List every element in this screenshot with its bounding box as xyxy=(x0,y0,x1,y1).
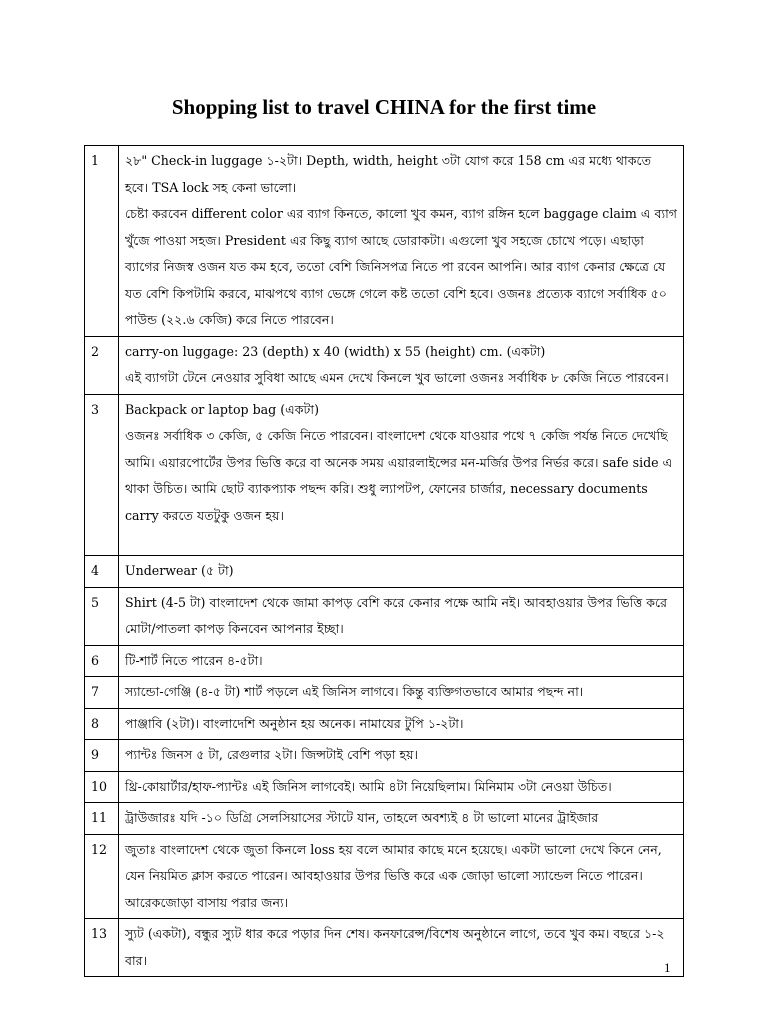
page-number: 1 xyxy=(664,960,671,975)
row-number: 1 xyxy=(85,146,119,337)
table-row xyxy=(85,740,684,772)
row-line: পাঞ্জাবি (২টা)। বাংলাদেশি অনুষ্ঠান হয় অনেক। নামাযের টুপি ১-২টা। xyxy=(125,715,464,731)
row-line: থ্রি-কোয়ার্টার/হাফ-প্যান্টঃ এই জিনিস লাগবেই। আমি ৪টা নিয়েছিলাম। মিনিমাম ৩টা নেওয়া উচিত। xyxy=(125,778,612,794)
row-text xyxy=(119,645,684,677)
row-text xyxy=(119,803,684,835)
row-text xyxy=(119,146,684,337)
row-line: জুতাঃ বাংলাদেশ থেকে জুতা কিনলে loss হয় বলে আমার কাছে মনে হয়েছে। একটা ভালো দেখে কিনে নেন, যেন নিয়মিত ক্লাস করতে পারেন। আবহাওয়ার উপর ভিত্তি করে এক জোড়া ভালো স্যান্ডেল নিতে পারেন। আরেকজোড়া বাসায় পরার জন্য। xyxy=(125,841,662,910)
row-text xyxy=(119,336,684,394)
table-row xyxy=(85,587,684,645)
table-row xyxy=(85,708,684,740)
row-line: ২৮" Check-in luggage ১-২টা। Depth, width, height ৩টা যোগ করে 158 cm এর মধ্যে থাকতে হবে। TSA lock সহ কেনা ভালো। xyxy=(125,153,652,195)
row-line: টি-শার্ট নিতে পারেন ৪-৫টা। xyxy=(125,652,263,668)
row-number: 8 xyxy=(85,708,119,740)
shopping-list-table xyxy=(84,145,684,977)
row-text xyxy=(119,587,684,645)
table-row xyxy=(85,834,684,919)
table-row xyxy=(85,677,684,709)
row-text xyxy=(119,771,684,803)
row-line: স্যান্ডো-গেঞ্জি (৪-৫ টা) শার্ট পড়লে এই জিনিস লাগবে। কিন্তু ব্যক্তিগতভাবে আমার পছন্দ না। xyxy=(125,684,584,699)
row-number: 9 xyxy=(85,740,119,772)
row-line: চেষ্টা করবেন different color এর ব্যাগ কিনতে, কালো খুব কমন, ব্যাগ রঙ্গিন হলে baggage claim এ ব্যাগ খুঁজে পাওয়া সহজ। President এর কিছু ব্যাগ আছে ডোরাকটা। এগুলো খুব সহজে চোখে পড়ে। এছাড়া ব্যাগের নিজস্ব ওজন যত কম হবে, ততো বেশি জিনিসপত্র নিতে পা রবেন আপনি। আর ব্যাগ কেনার ক্ষেত্রে যে যত বেশি কিপটামি করবে, মাঝপথে ব্যাগ ভেঙ্গে গেলে কষ্ট ততো বেশি হবে। ওজনঃ প্রত্যেক ব্যাগে সর্বাধিক ৫০ পাউন্ড (২২.৬ কেজি) করে নিতে পারবেন। xyxy=(125,206,678,327)
table-row xyxy=(85,919,684,977)
row-number: 6 xyxy=(85,645,119,677)
row-line: Underwear (৫ টা) xyxy=(125,563,234,578)
row-text xyxy=(119,708,684,740)
document-title: Shopping list to travel CHINA for the first time xyxy=(171,95,597,119)
row-line: carry-on luggage: 23 (depth) x 40 (width) x 55 (height) cm. (একটা) xyxy=(125,343,546,359)
table-row xyxy=(85,394,684,556)
row-text xyxy=(119,556,684,588)
row-line: প্যান্টঃ জিনস ৫ টা, রেগুলার ২টা। জিন্সটাই বেশি পড়া হয়। xyxy=(125,747,419,762)
row-text xyxy=(119,394,684,556)
row-line: এই ব্যাগটা টেনে নেওয়ার সুবিধা আছে এমন দেখে কিনলে খুব ভালো ওজনঃ সর্বাধিক ৮ কেজি নিতে পারবেন। xyxy=(125,370,669,385)
row-number: 2 xyxy=(85,336,119,394)
row-line: ওজনঃ সর্বাধিক ৩ কেজি, ৫ কেজি নিতে পারবেন। বাংলাদেশ থেকে যাওয়ার পথে ৭ কেজি পর্যন্ত নিতে দেখেছি আমি। এয়ারপোর্টের উপর ভিত্তি করে বা অনেক সময় এয়ারলাইন্সের মন-মর্জির উপর নির্ভর করে। safe side এ থাকা উচিত। আমি ছোট ব্যাকপ্যাক পছন্দ করি। শুধু ল্যাপটপ, ফোনের চার্জার, necessary documents carry করতে যতটুকু ওজন হয়। xyxy=(125,428,673,523)
table-row xyxy=(85,146,684,337)
table-row xyxy=(85,336,684,394)
row-line: Shirt (4-5 টা) বাংলাদেশ থেকে জামা কাপড় বেশি করে কেনার পক্ষে আমি নই। আবহাওয়ার উপর ভিত্তি করে মোটা/পাতলা কাপড় কিনবেন আপনার ইচ্ছা। xyxy=(125,594,668,636)
row-number: 7 xyxy=(85,677,119,709)
table-row xyxy=(85,803,684,835)
row-number: 5 xyxy=(85,587,119,645)
table-row xyxy=(85,556,684,588)
row-number: 4 xyxy=(85,556,119,588)
row-number: 13 xyxy=(85,919,119,977)
row-text xyxy=(119,834,684,919)
row-number: 12 xyxy=(85,834,119,919)
row-number: 10 xyxy=(85,771,119,803)
table-row xyxy=(85,771,684,803)
row-text xyxy=(119,740,684,772)
row-text xyxy=(119,919,684,977)
row-line: Backpack or laptop bag (একটা) xyxy=(125,401,319,417)
row-line: স্যুট (একটা), বন্ধুর স্যুট ধার করে পড়ার দিন শেষ। কনফারেন্স/বিশেষ অনুষ্ঠানে লাগে, তবে খুব কম। বছরে ১-২ বার। xyxy=(125,926,665,968)
row-number: 11 xyxy=(85,803,119,835)
row-number: 3 xyxy=(85,394,119,556)
row-text xyxy=(119,677,684,709)
table-row xyxy=(85,645,684,677)
row-line: ট্রাউজারঃ যদি -১০ ডিগ্রি সেলসিয়াসের স্টাটে যান, তাহলে অবশ্যই ৪ টা ভালো মানের ট্রাইজার xyxy=(125,810,599,825)
